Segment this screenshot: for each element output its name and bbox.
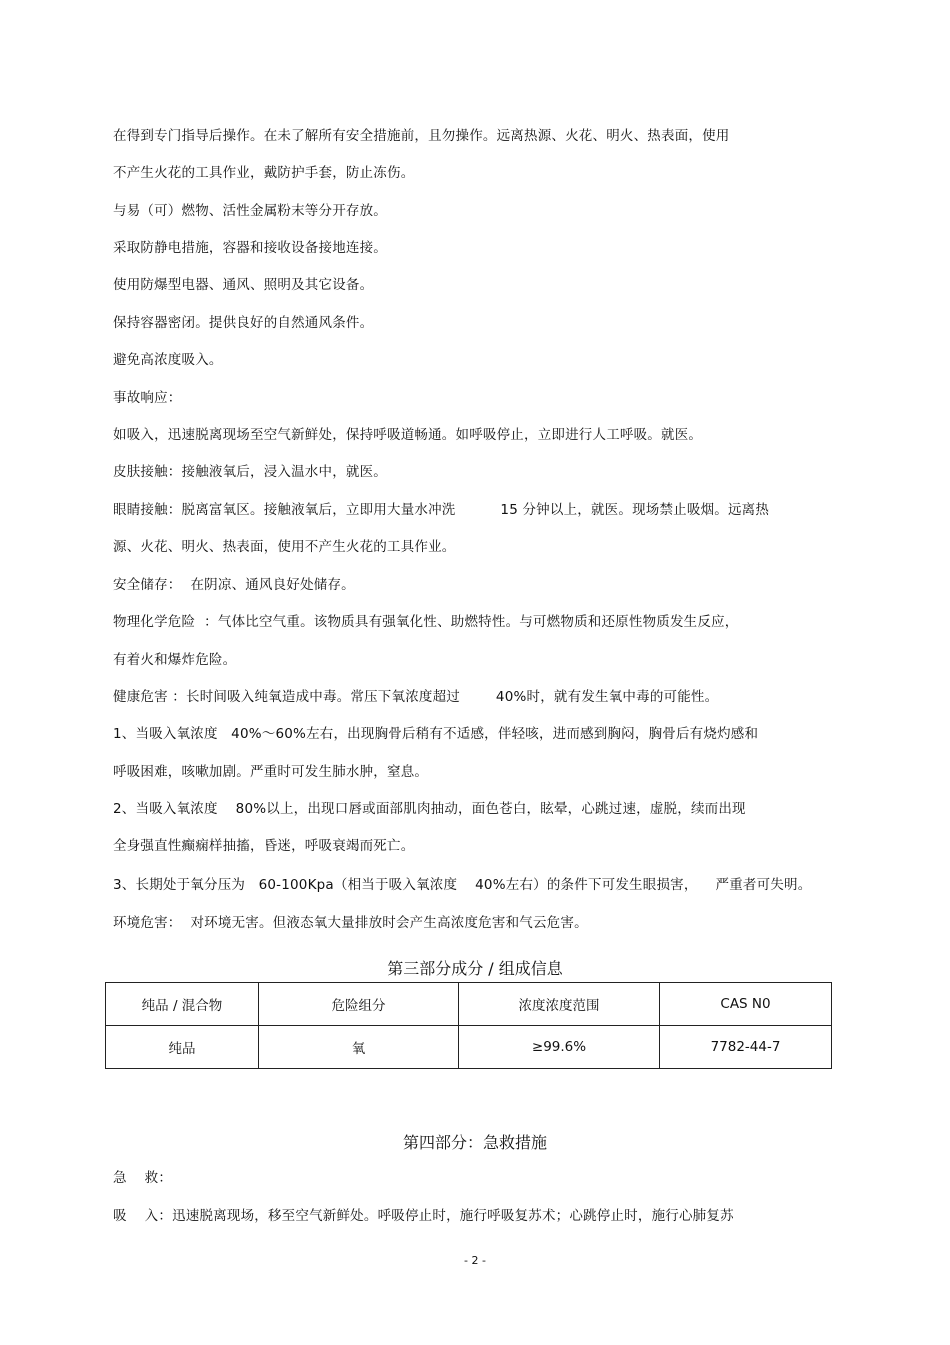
- text-line: 全身强直性癫痫样抽搐，昏迷，呼吸衰竭而死亡。: [113, 838, 415, 854]
- text-line: 健康危害 ：长时间吸入纯氧造成中毒。常压下氧浓度超过 40%时，就有发生氧中毒的可能性。: [113, 689, 719, 705]
- table-header-row: [106, 983, 832, 1026]
- text-line: 如吸入，迅速脱离现场至空气新鲜处，保持呼吸道畅通。如呼吸停止，立即进行人工呼吸。就医。: [113, 427, 703, 443]
- table-row: [106, 1026, 832, 1069]
- text-line: 保持容器密闭。提供良好的自然通风条件。: [113, 315, 374, 331]
- text-line: 吸 入：迅速脱离现场，移至空气新鲜处。呼吸停止时，施行呼吸复苏术；心跳停止时，施行心肺复苏: [113, 1208, 734, 1224]
- text-line: 使用防爆型电器、通风、照明及其它设备。: [113, 277, 374, 293]
- composition-table: [105, 982, 832, 1069]
- table-header-cell: 浓度浓度范围: [459, 983, 660, 1026]
- text-line: 不产生火花的工具作业，戴防护手套，防止冻伤。: [113, 165, 415, 181]
- text-line: 事故响应：: [113, 390, 182, 406]
- text-line: 安全储存： 在阴凉、通风良好处储存。: [113, 577, 355, 593]
- text-line: 避免高浓度吸入。: [113, 352, 223, 368]
- text-line: 1、当吸入氧浓度 40%～60%左右，出现胸骨后稍有不适感，伴轻咳，进而感到胸闷，胸骨后有烧灼感和: [113, 726, 759, 742]
- text-line: 有着火和爆炸危险。: [113, 652, 237, 668]
- text-line: 与易（可）燃物、活性金属粉末等分开存放。: [113, 203, 387, 219]
- section3-title: 第三部分成分 / 组成信息: [387, 959, 563, 978]
- table-cell: 7782-44-7: [660, 1026, 832, 1069]
- table-cell: ≥99.6%: [459, 1026, 660, 1069]
- text-line: 急 救：: [113, 1170, 173, 1186]
- text-line: 环境危害： 对环境无害。但液态氧大量排放时会产生高浓度危害和气云危害。: [113, 915, 588, 931]
- section4-title: 第四部分：急救措施: [402, 1133, 547, 1152]
- text-line: 物理化学危险 ：气体比空气重。该物质具有强氧化性、助燃特性。与可燃物质和还原性物质发生反应，: [113, 614, 739, 630]
- text-line: 源、火花、明火、热表面，使用不产生火花的工具作业。: [113, 539, 456, 555]
- text-line: 在得到专门指导后操作。在未了解所有安全措施前，且勿操作。远离热源、火花、明火、热表面，使用: [113, 128, 730, 144]
- text-line: 眼睛接触：脱离富氧区。接触液氧后，立即用大量水冲洗 15 分钟以上，就医。现场禁止吸烟。远离热: [113, 502, 770, 518]
- text-line: 3、长期处于氧分压为 60-100Kpa（相当于吸入氧浓度 40%左右）的条件下可发生眼损害， 严重者可失明。: [113, 877, 812, 893]
- text-line: 皮肤接触：接触液氧后，浸入温水中，就医。: [113, 464, 387, 480]
- text-line: 采取防静电措施，容器和接收设备接地连接。: [113, 240, 387, 256]
- text-line: 呼吸困难，咳嗽加剧。严重时可发生肺水肿，窒息。: [113, 764, 429, 780]
- table-header-cell: 纯品 / 混合物: [106, 983, 259, 1026]
- table-header-cell: 危险组分: [259, 983, 459, 1026]
- text-line: 2、当吸入氧浓度 80%以上，出现口唇或面部肌肉抽动，面色苍白，眩晕，心跳过速，虚脱，续而出现: [113, 801, 746, 817]
- page-number: - 2 -: [464, 1254, 486, 1267]
- table-cell: 氧: [259, 1026, 459, 1069]
- table-header-cell: CAS N0: [660, 983, 832, 1026]
- table-cell: 纯品: [106, 1026, 259, 1069]
